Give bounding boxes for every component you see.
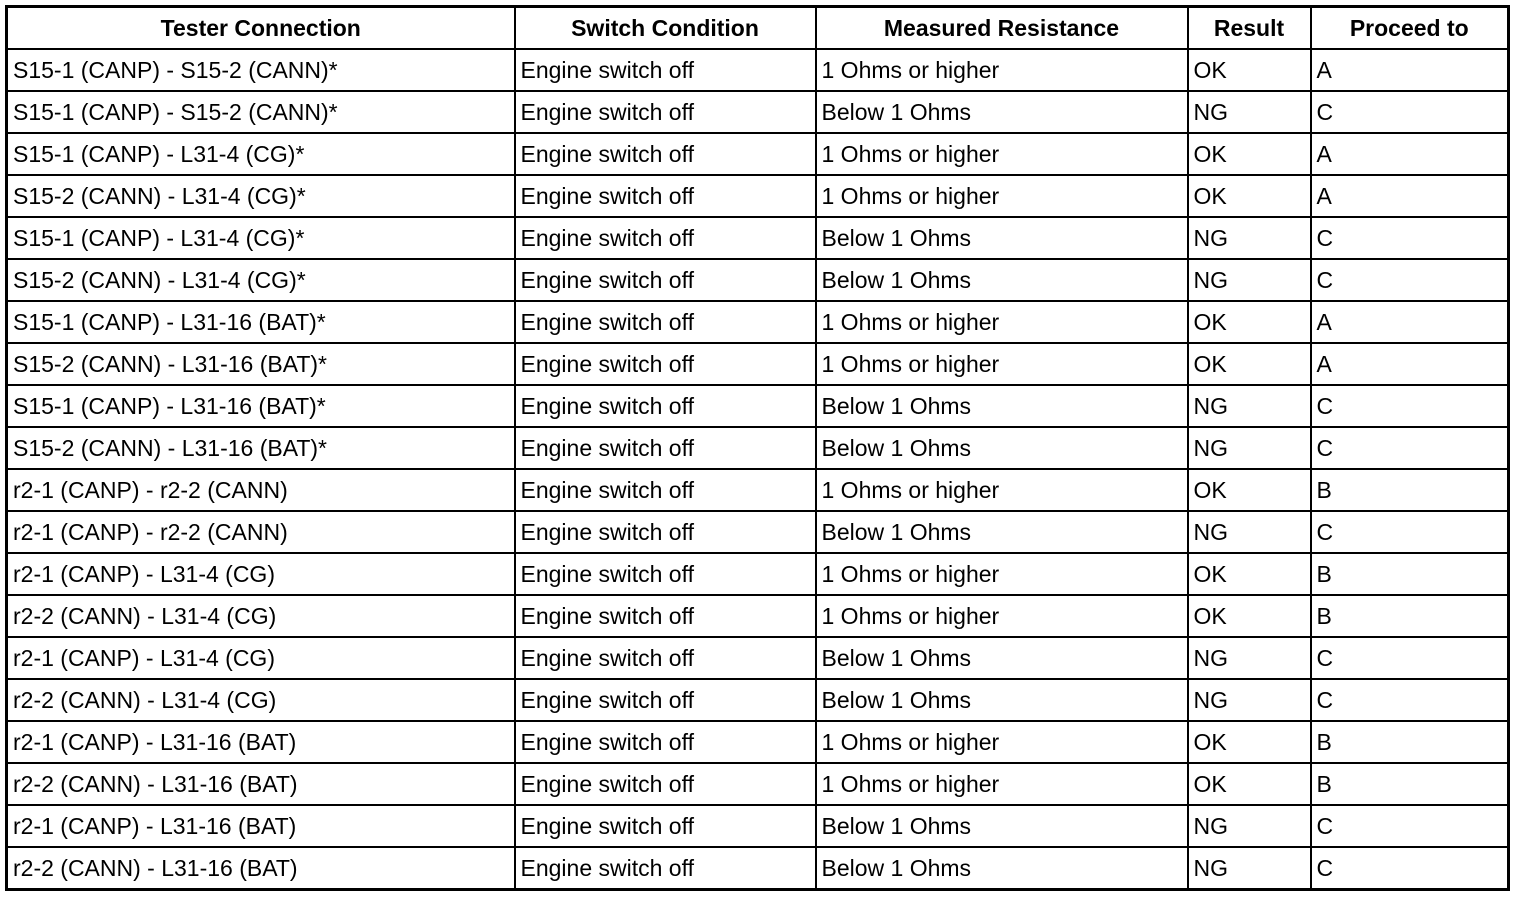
tester-connection-cell: r2-1 (CANP) - r2-2 (CANN) [7,511,515,553]
result-cell: OK [1188,49,1311,91]
switch-condition-cell: Engine switch off [515,343,816,385]
measured-resistance-cell: 1 Ohms or higher [816,469,1188,511]
table-row [7,637,1509,679]
measured-resistance-cell: Below 1 Ohms [816,679,1188,721]
tester-connection-cell: S15-1 (CANP) - L31-16 (BAT)* [7,301,515,343]
table-row [7,91,1509,133]
measured-resistance-cell: Below 1 Ohms [816,427,1188,469]
measured-resistance-cell: 1 Ohms or higher [816,553,1188,595]
proceed-to-cell: C [1311,427,1509,469]
measured-resistance-cell: Below 1 Ohms [816,511,1188,553]
table-row [7,217,1509,259]
proceed-to-cell: B [1311,469,1509,511]
proceed-to-cell: A [1311,49,1509,91]
table-row [7,805,1509,847]
measured-resistance-cell: 1 Ohms or higher [816,595,1188,637]
result-cell: OK [1188,469,1311,511]
tester-connection-cell: S15-2 (CANN) - L31-4 (CG)* [7,175,515,217]
result-cell: OK [1188,553,1311,595]
header-switch-condition: Switch Condition [515,7,816,50]
table-row [7,301,1509,343]
result-cell: NG [1188,427,1311,469]
table-row [7,763,1509,805]
switch-condition-cell: Engine switch off [515,847,816,890]
table-row [7,49,1509,91]
switch-condition-cell: Engine switch off [515,133,816,175]
measured-resistance-cell: 1 Ohms or higher [816,721,1188,763]
switch-condition-cell: Engine switch off [515,385,816,427]
tester-connection-cell: r2-2 (CANN) - L31-4 (CG) [7,595,515,637]
switch-condition-cell: Engine switch off [515,427,816,469]
table-row [7,721,1509,763]
switch-condition-cell: Engine switch off [515,805,816,847]
table-row [7,343,1509,385]
switch-condition-cell: Engine switch off [515,469,816,511]
proceed-to-cell: B [1311,763,1509,805]
measured-resistance-cell: Below 1 Ohms [816,847,1188,890]
tester-connection-cell: S15-1 (CANP) - L31-4 (CG)* [7,217,515,259]
result-cell: OK [1188,133,1311,175]
result-cell: OK [1188,301,1311,343]
measured-resistance-cell: 1 Ohms or higher [816,175,1188,217]
tester-connection-cell: S15-2 (CANN) - L31-16 (BAT)* [7,427,515,469]
tester-connection-cell: S15-1 (CANP) - L31-4 (CG)* [7,133,515,175]
tester-connection-cell: S15-1 (CANP) - S15-2 (CANN)* [7,91,515,133]
header-tester-connection: Tester Connection [7,7,515,50]
result-cell: OK [1188,763,1311,805]
table-body [7,49,1509,890]
proceed-to-cell: B [1311,721,1509,763]
result-cell: NG [1188,385,1311,427]
result-cell: NG [1188,259,1311,301]
switch-condition-cell: Engine switch off [515,637,816,679]
result-cell: NG [1188,637,1311,679]
result-cell: NG [1188,805,1311,847]
tester-connection-cell: S15-1 (CANP) - L31-16 (BAT)* [7,385,515,427]
tester-connection-cell: r2-1 (CANP) - L31-4 (CG) [7,637,515,679]
table-row [7,595,1509,637]
switch-condition-cell: Engine switch off [515,511,816,553]
tester-connection-cell: S15-2 (CANN) - L31-4 (CG)* [7,259,515,301]
measured-resistance-cell: Below 1 Ohms [816,217,1188,259]
table-row [7,427,1509,469]
header-measured-resistance: Measured Resistance [816,7,1188,50]
proceed-to-cell: A [1311,133,1509,175]
result-cell: NG [1188,91,1311,133]
proceed-to-cell: C [1311,91,1509,133]
tester-connection-cell: r2-1 (CANP) - L31-16 (BAT) [7,805,515,847]
result-cell: OK [1188,595,1311,637]
result-cell: NG [1188,679,1311,721]
table-row [7,259,1509,301]
header-row [7,7,1509,50]
result-cell: NG [1188,847,1311,890]
switch-condition-cell: Engine switch off [515,301,816,343]
measured-resistance-cell: Below 1 Ohms [816,385,1188,427]
proceed-to-cell: A [1311,301,1509,343]
measured-resistance-cell: 1 Ohms or higher [816,301,1188,343]
tester-connection-cell: r2-2 (CANN) - L31-16 (BAT) [7,763,515,805]
switch-condition-cell: Engine switch off [515,721,816,763]
table-row [7,511,1509,553]
switch-condition-cell: Engine switch off [515,217,816,259]
switch-condition-cell: Engine switch off [515,679,816,721]
proceed-to-cell: C [1311,385,1509,427]
result-cell: OK [1188,721,1311,763]
table-row [7,553,1509,595]
table-row [7,385,1509,427]
proceed-to-cell: B [1311,595,1509,637]
resistance-table [5,5,1510,891]
switch-condition-cell: Engine switch off [515,595,816,637]
measured-resistance-cell: Below 1 Ohms [816,91,1188,133]
proceed-to-cell: B [1311,553,1509,595]
switch-condition-cell: Engine switch off [515,175,816,217]
table-row [7,679,1509,721]
proceed-to-cell: C [1311,259,1509,301]
proceed-to-cell: C [1311,679,1509,721]
tester-connection-cell: r2-1 (CANP) - L31-4 (CG) [7,553,515,595]
measured-resistance-cell: Below 1 Ohms [816,805,1188,847]
proceed-to-cell: C [1311,805,1509,847]
switch-condition-cell: Engine switch off [515,91,816,133]
header-result: Result [1188,7,1311,50]
result-cell: OK [1188,175,1311,217]
tester-connection-cell: r2-2 (CANN) - L31-16 (BAT) [7,847,515,890]
table-row [7,175,1509,217]
switch-condition-cell: Engine switch off [515,259,816,301]
switch-condition-cell: Engine switch off [515,553,816,595]
proceed-to-cell: C [1311,637,1509,679]
measured-resistance-cell: Below 1 Ohms [816,637,1188,679]
tester-connection-cell: S15-1 (CANP) - S15-2 (CANN)* [7,49,515,91]
measured-resistance-cell: 1 Ohms or higher [816,133,1188,175]
proceed-to-cell: C [1311,847,1509,890]
tester-connection-cell: r2-1 (CANP) - L31-16 (BAT) [7,721,515,763]
measured-resistance-cell: Below 1 Ohms [816,259,1188,301]
measured-resistance-cell: 1 Ohms or higher [816,763,1188,805]
table-row [7,469,1509,511]
result-cell: NG [1188,511,1311,553]
tester-connection-cell: S15-2 (CANN) - L31-16 (BAT)* [7,343,515,385]
proceed-to-cell: C [1311,511,1509,553]
proceed-to-cell: A [1311,343,1509,385]
header-proceed-to: Proceed to [1311,7,1509,50]
proceed-to-cell: A [1311,175,1509,217]
table-row [7,133,1509,175]
measured-resistance-cell: 1 Ohms or higher [816,49,1188,91]
result-cell: NG [1188,217,1311,259]
proceed-to-cell: C [1311,217,1509,259]
tester-connection-cell: r2-1 (CANP) - r2-2 (CANN) [7,469,515,511]
switch-condition-cell: Engine switch off [515,763,816,805]
result-cell: OK [1188,343,1311,385]
measured-resistance-cell: 1 Ohms or higher [816,343,1188,385]
table-header [7,7,1509,50]
table-row [7,847,1509,890]
switch-condition-cell: Engine switch off [515,49,816,91]
tester-connection-cell: r2-2 (CANN) - L31-4 (CG) [7,679,515,721]
